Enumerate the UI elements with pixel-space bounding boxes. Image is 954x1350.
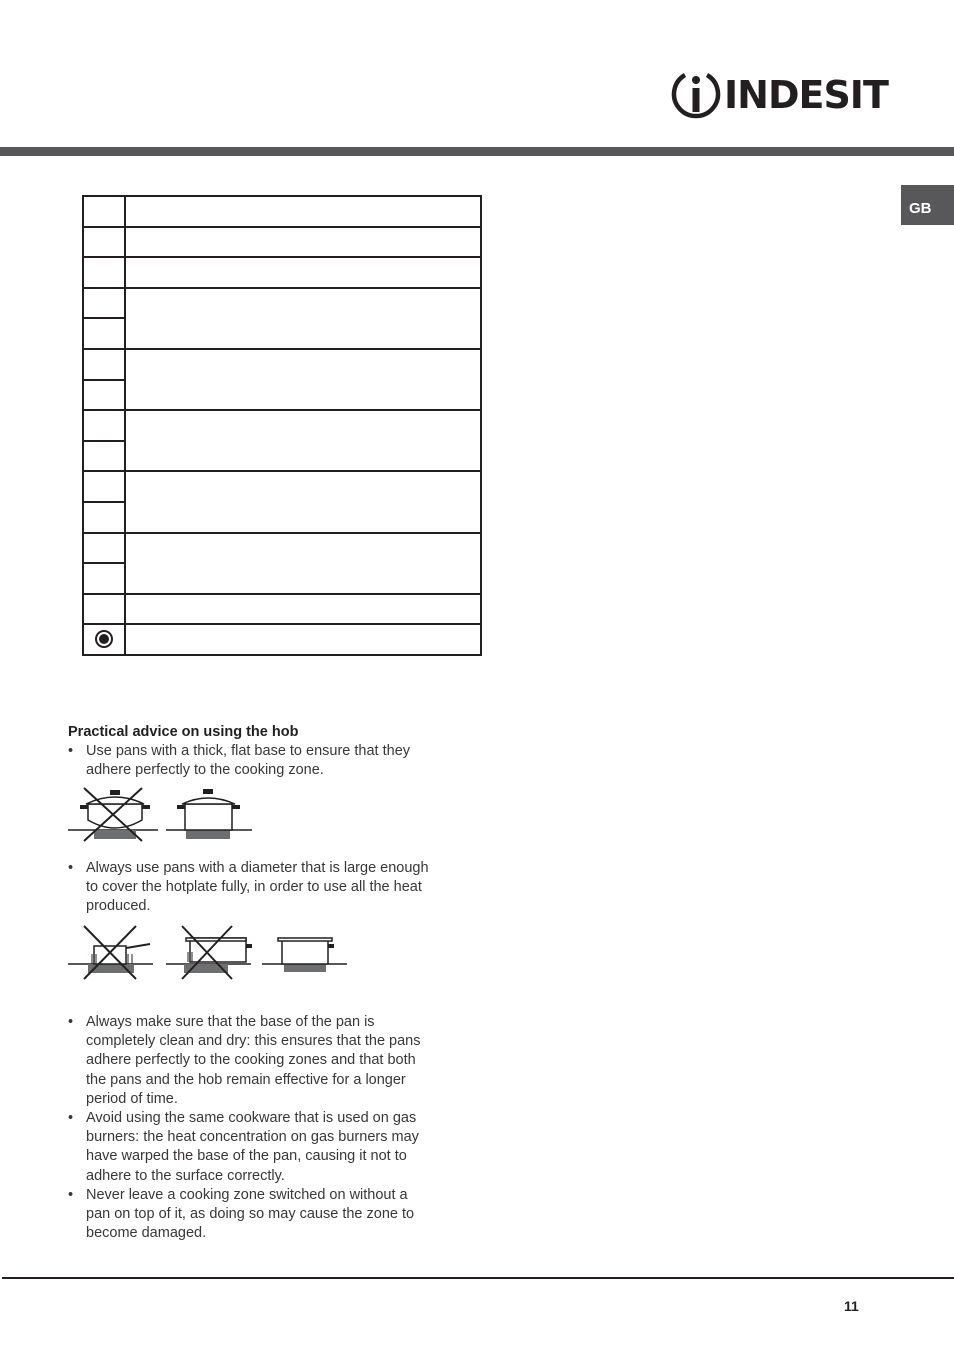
advice-section-3 xyxy=(68,1013,468,1243)
small-pan-icon xyxy=(68,926,153,979)
bullet-line: • Use pans with a thick, flat base to ensure that they xyxy=(86,743,411,759)
bullet-line: have warped the base of the pan, causing it not to xyxy=(86,1148,407,1165)
table-row xyxy=(83,349,481,380)
table-cell xyxy=(83,563,125,594)
table-cell xyxy=(125,624,481,655)
advice-bullet xyxy=(68,1013,468,1109)
table-row xyxy=(83,624,481,655)
bullet-line: adhere perfectly to the cooking zones and that both xyxy=(86,1052,416,1069)
table-row xyxy=(83,533,481,564)
bullet-line: completely clean and dry: this ensures that the pans xyxy=(86,1033,421,1050)
medium-pan-icon xyxy=(166,926,252,979)
bullet-line: burners: the heat concentration on gas burners may xyxy=(86,1129,419,1146)
table-cell xyxy=(125,349,481,410)
advice-bullet xyxy=(68,859,468,917)
bullet-line: adhere perfectly to the cooking zone. xyxy=(86,762,324,779)
language-tab: GB xyxy=(901,185,954,225)
table-cell xyxy=(83,624,125,655)
pan-size-illustration xyxy=(66,924,351,982)
table-row xyxy=(83,288,481,319)
settings-table xyxy=(82,195,482,656)
table-row xyxy=(83,410,481,441)
advice-title: Practical advice on using the hob xyxy=(68,724,299,740)
bullet-line: the pans and the hob remain effective for a longer xyxy=(86,1071,406,1088)
advice-bullet xyxy=(68,742,468,780)
footer-rule xyxy=(2,1277,954,1279)
table-cell xyxy=(125,288,481,349)
bullet-line: • Always make sure that the base of the pan is xyxy=(86,1014,375,1030)
table-cell xyxy=(125,227,481,258)
table-cell xyxy=(83,533,125,564)
bullet-line: • Avoid using the same cookware that is used on gas xyxy=(86,1110,417,1127)
table-cell xyxy=(125,533,481,594)
bullet-line: • Always use pans with a diameter that is large enough xyxy=(86,860,429,876)
bullet-line: pan on top of it, as doing so may cause the zone to xyxy=(86,1206,415,1223)
advice-bullet xyxy=(68,1109,468,1186)
flat-base-illustration xyxy=(66,787,256,843)
bullet-line: adhere to the surface correctly. xyxy=(86,1167,285,1184)
warped-pan-icon xyxy=(68,788,158,841)
flat-pan-icon xyxy=(166,789,252,839)
correct-pan-icon xyxy=(262,938,347,972)
table-cell xyxy=(83,471,125,502)
brand-name: INDESIT xyxy=(724,73,888,117)
table-cell xyxy=(83,410,125,441)
table-cell xyxy=(83,594,125,625)
table-row xyxy=(83,257,481,288)
table-cell xyxy=(83,227,125,258)
table-row xyxy=(83,227,481,258)
table-cell xyxy=(83,349,125,380)
bullet-line: produced. xyxy=(86,898,151,915)
bullet-line: to cover the hotplate fully, in order to use all the heat xyxy=(86,879,422,896)
table-cell xyxy=(83,288,125,319)
table-cell xyxy=(125,471,481,532)
page-number: 11 xyxy=(844,1298,859,1314)
bullet-line: become damaged. xyxy=(86,1225,207,1242)
table-row xyxy=(83,594,481,625)
logo-i-emblem-icon xyxy=(668,67,724,125)
table-cell xyxy=(83,502,125,533)
header-bar xyxy=(0,147,954,156)
table-row xyxy=(83,471,481,502)
table-cell xyxy=(125,257,481,288)
table-row xyxy=(83,196,481,227)
table-cell xyxy=(83,257,125,288)
knob-icon xyxy=(95,630,113,648)
table-cell xyxy=(83,441,125,472)
table-cell xyxy=(83,196,125,227)
advice-section xyxy=(68,723,468,780)
advice-bullet xyxy=(68,1186,468,1244)
table-cell xyxy=(125,196,481,227)
indesit-logo xyxy=(668,67,888,125)
advice-section-2 xyxy=(68,859,468,917)
bullet-line: period of time. xyxy=(86,1090,178,1107)
table-cell xyxy=(125,410,481,471)
bullet-line: • Never leave a cooking zone switched on without a xyxy=(86,1186,408,1203)
table-cell xyxy=(83,380,125,411)
table-cell xyxy=(83,318,125,349)
table-cell xyxy=(125,594,481,625)
